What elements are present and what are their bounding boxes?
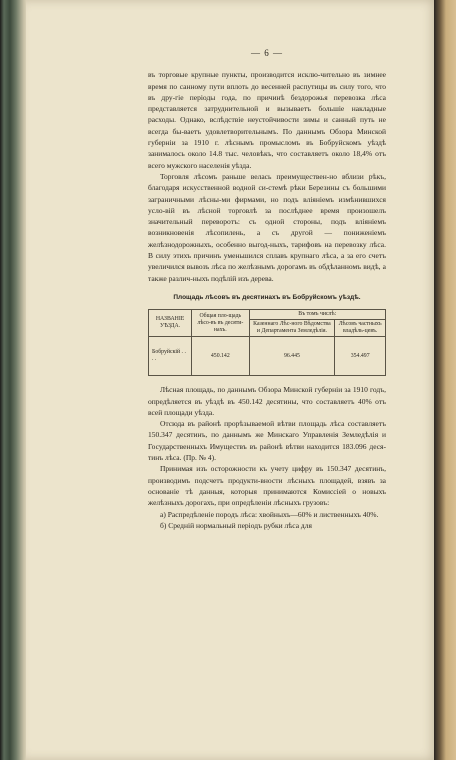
col-header-total: Общая пло-щадь лѣсо-въ въ десяти-нахъ. (192, 310, 249, 337)
book-page (26, 0, 438, 760)
page-number: — 6 — (251, 48, 283, 58)
cell-total: 450.142 (192, 337, 249, 376)
paragraph-3: Лѣсная площадь, по даннымъ Обзора Минской губерніи за 1910 годъ, опредѣляется въ уѣздѣ въ 450.142 десятины, что составляетъ 40% отъ всей площади уѣзда. (148, 385, 386, 417)
paragraph-7: б) Средній нормальный періодъ рубки лѣса для (160, 520, 312, 530)
col-header-private: Лѣсовъ частныхъ владѣль-цевъ. (335, 320, 386, 337)
cell-state: 96.445 (249, 337, 335, 376)
table-row (149, 337, 386, 376)
paragraph-5: Принимая изъ осторожности къ учету цифру въ 150.347 десятинъ, производимъ подсчетъ продукти-вности лѣсныхъ площадей, взявъ за основаніе тѣ данныя, которыя принимаются Комиссіей о новыхъ желѣзныхъ дорогахъ, при опредѣленіи лѣсныхъ грузовъ: (148, 464, 386, 508)
paragraph-4: Отсюда въ районѣ прорѣзываемой вѣтви площадь лѣса составляетъ 150.347 десятинъ, по даннымъ же Минскаго Управленія Земледѣлія и Государственныхъ Имуществъ въ районѣ вѣтви находится 183.096 деся-тинъ лѣса. (Пр. № 4). (148, 419, 386, 463)
paragraph-6: а) Распредѣленіе породъ лѣса: хвойныхъ—60% и лиственныхъ 40%. (160, 509, 379, 519)
cell-private: 354.497 (335, 337, 386, 376)
forest-area-table (148, 309, 386, 376)
col-header-group: Въ томъ числѣ: (249, 310, 386, 320)
col-header-name: НАЗВАНІЕ УѢЗДА. (149, 310, 192, 337)
book-right-edge (434, 0, 456, 760)
paragraph-1: въ торговые крупные пункты, производится исклю-чительно въ зимнее время по санному пути вплоть до весенней распутицы въ силу того, что въ дру-гіе періоды года, по причинѣ бездорожья перевозка лѣса представляется затруднительной и вызываетъ большіе накладные расходы. Однако, вслѣдствіе неустойчивости зимы и санный путь не всегда бы-ваетъ удовлетворительнымъ. По даннымъ Обзора Минской губерніи за 1910 г. лѣснымъ промысломъ въ Бобруйскомъ уѣздѣ занималось около 14.8 тыс. человѣкъ, что составляетъ около 18,4% отъ всего мужского населенія уѣзда. (148, 70, 386, 170)
col-header-state: Казеннаго Лѣс-ного Вѣдомства и Департамента Земледѣлія. (249, 320, 335, 337)
table-title: Площадь лѣсовъ въ десятинахъ въ Бобруйскомъ уѣздѣ. (173, 293, 361, 301)
book-left-edge (0, 0, 28, 760)
paragraph-2: Торговля лѣсомъ раньше велась преимуществен-но вблизи рѣкъ, благодаря искусственной водной си-стемѣ рѣки Березины съ большими заграничными лѣсны-ми фирмами, но подъ вліяніемъ измѣнившихся усло-вій въ лѣсной торговлѣ за послѣднее время произошелъ значительный переворотъ: съ одной стороны, подъ вліяніемъ возникновенія лѣсопилень, а съ другой — пониженіемъ желѣзнодорожныхъ, особенно выгод-ныхъ, тарифовъ на перевозку лѣса. В силу этихъ причинъ уменьшился сплавъ крупнаго лѣса, а за его счетъ увеличился вывозъ лѣса по желѣзнымъ дорогамъ въ обдѣланномъ видѣ, а также различ-ныхъ подѣлій изъ дерева. (148, 171, 386, 283)
page-content (148, 48, 386, 531)
cell-uezd-name: Бобруйскій . . . . (149, 337, 192, 376)
